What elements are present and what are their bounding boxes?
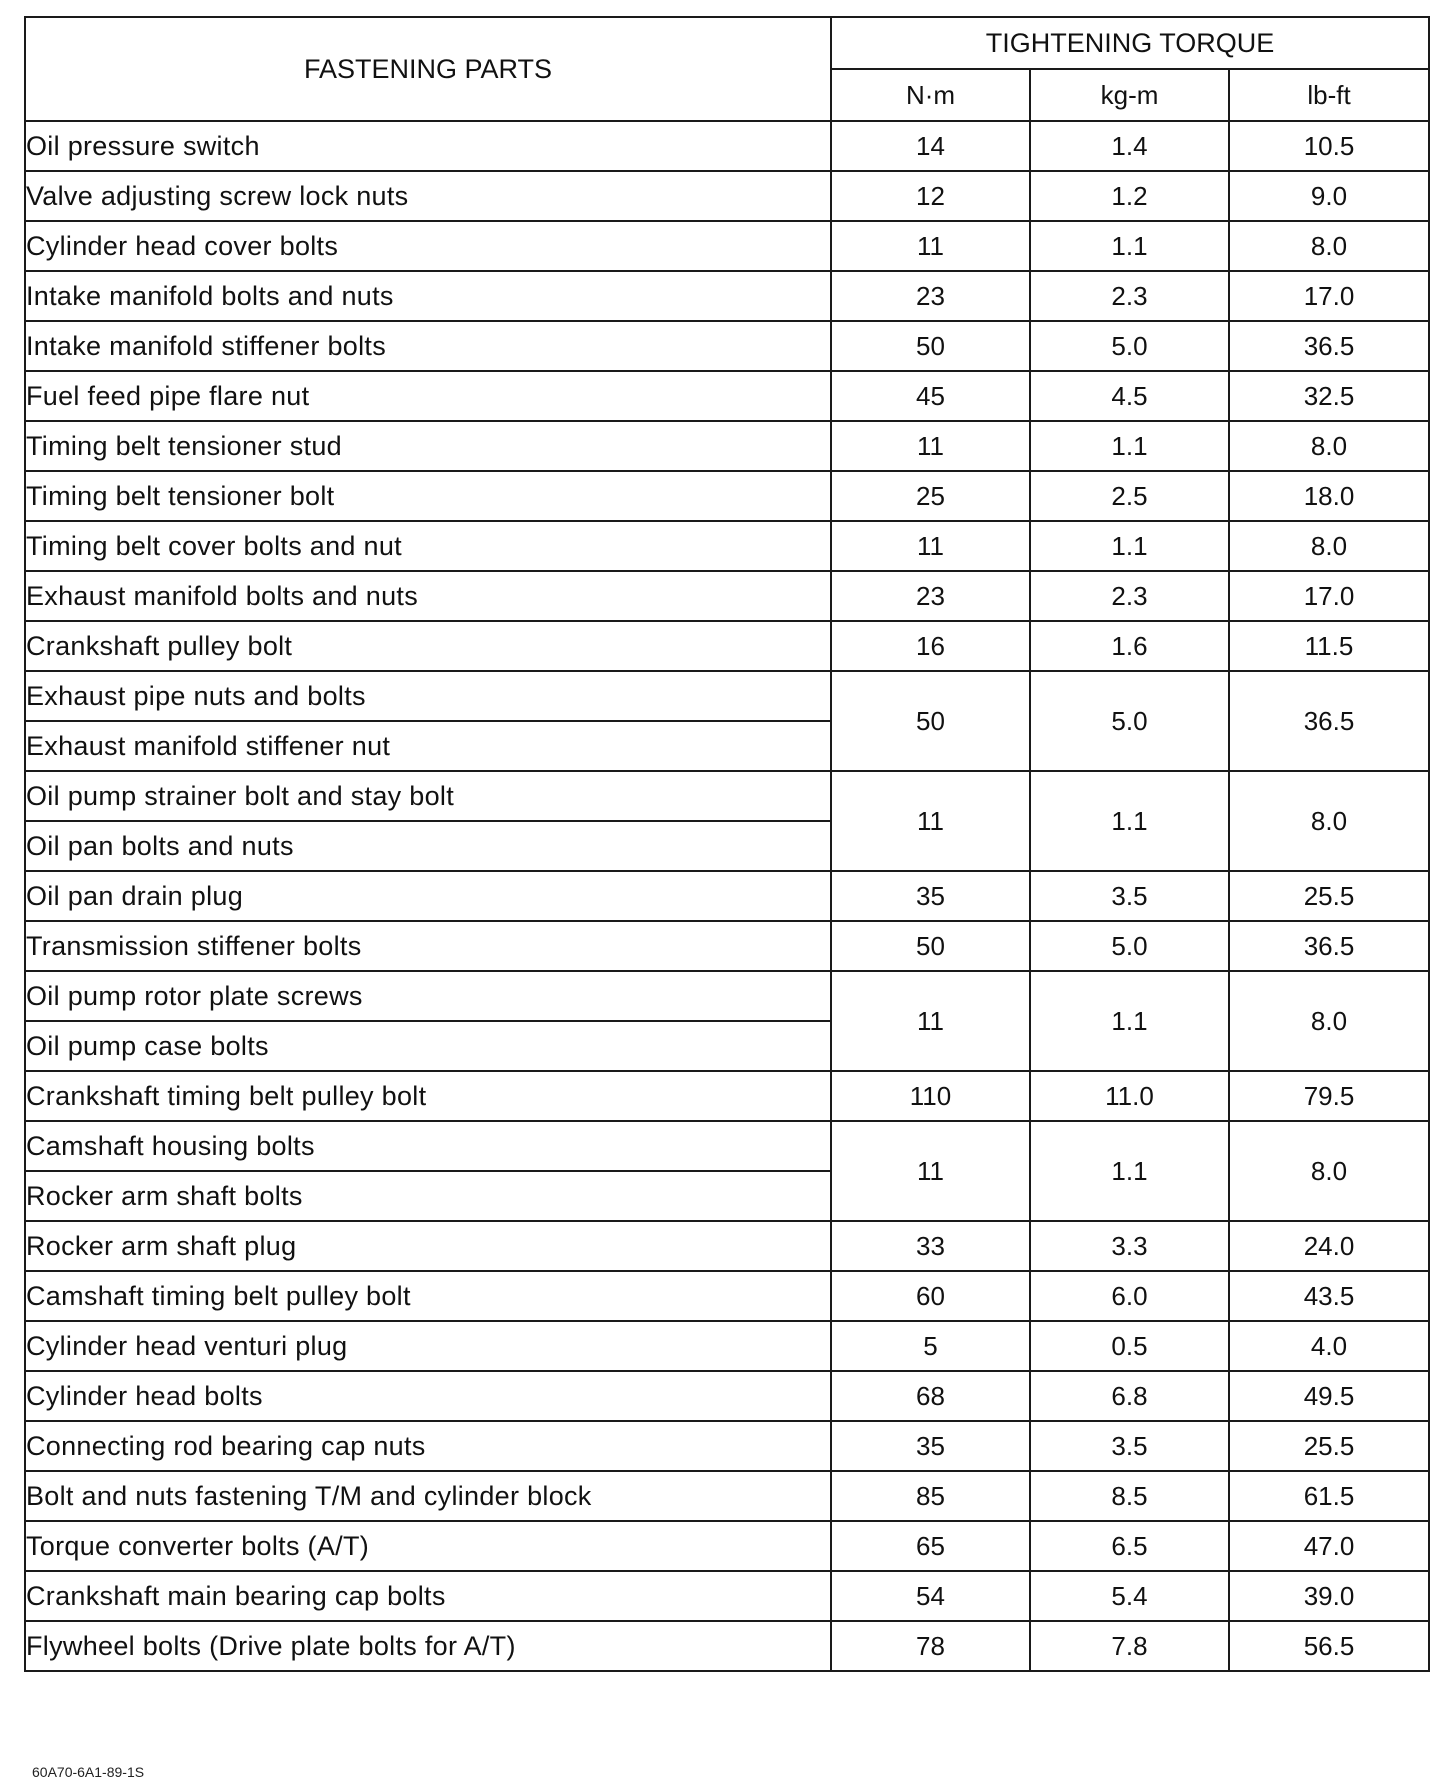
torque-nm-cell: 65 bbox=[831, 1521, 1030, 1571]
fastening-part-cell: Exhaust pipe nuts and bolts bbox=[25, 671, 831, 721]
fastening-part-cell: Torque converter bolts (A/T) bbox=[25, 1521, 831, 1571]
fastening-part-cell: Rocker arm shaft bolts bbox=[25, 1171, 831, 1221]
torque-table bbox=[24, 16, 1430, 1672]
torque-kgm-cell: 2.3 bbox=[1030, 271, 1229, 321]
torque-kgm-cell: 2.5 bbox=[1030, 471, 1229, 521]
torque-nm-cell: 16 bbox=[831, 621, 1030, 671]
fastening-part-cell: Intake manifold bolts and nuts bbox=[25, 271, 831, 321]
table-row bbox=[25, 621, 1429, 671]
torque-kgm-cell: 3.5 bbox=[1030, 1421, 1229, 1471]
fastening-part-cell: Transmission stiffener bolts bbox=[25, 921, 831, 971]
torque-lbft-cell: 43.5 bbox=[1229, 1271, 1429, 1321]
fastening-part-cell: Oil pan drain plug bbox=[25, 871, 831, 921]
torque-nm-cell: 85 bbox=[831, 1471, 1030, 1521]
torque-lbft-cell: 17.0 bbox=[1229, 271, 1429, 321]
table-row bbox=[25, 1521, 1429, 1571]
torque-lbft-cell: 11.5 bbox=[1229, 621, 1429, 671]
torque-kgm-cell: 5.4 bbox=[1030, 1571, 1229, 1621]
fastening-part-cell: Exhaust manifold stiffener nut bbox=[25, 721, 831, 771]
torque-lbft-cell: 10.5 bbox=[1229, 121, 1429, 171]
torque-kgm-cell: 1.1 bbox=[1030, 971, 1229, 1071]
torque-nm-cell: 68 bbox=[831, 1371, 1030, 1421]
fastening-part-cell: Timing belt cover bolts and nut bbox=[25, 521, 831, 571]
torque-kgm-cell: 1.1 bbox=[1030, 521, 1229, 571]
torque-lbft-cell: 32.5 bbox=[1229, 371, 1429, 421]
table-row bbox=[25, 1421, 1429, 1471]
table-row bbox=[25, 971, 1429, 1021]
fastening-part-cell: Valve adjusting screw lock nuts bbox=[25, 171, 831, 221]
torque-nm-cell: 23 bbox=[831, 271, 1030, 321]
table-row bbox=[25, 1321, 1429, 1371]
table-row bbox=[25, 1371, 1429, 1421]
torque-lbft-cell: 8.0 bbox=[1229, 971, 1429, 1071]
torque-lbft-cell: 25.5 bbox=[1229, 1421, 1429, 1471]
fastening-part-cell: Flywheel bolts (Drive plate bolts for A/T) bbox=[25, 1621, 831, 1671]
torque-lbft-cell: 36.5 bbox=[1229, 321, 1429, 371]
torque-lbft-cell: 18.0 bbox=[1229, 471, 1429, 521]
torque-kgm-cell: 6.0 bbox=[1030, 1271, 1229, 1321]
torque-kgm-cell: 6.5 bbox=[1030, 1521, 1229, 1571]
torque-lbft-cell: 8.0 bbox=[1229, 421, 1429, 471]
table-row bbox=[25, 1221, 1429, 1271]
fastening-part-cell: Cylinder head cover bolts bbox=[25, 221, 831, 271]
torque-lbft-cell: 8.0 bbox=[1229, 521, 1429, 571]
torque-lbft-cell: 36.5 bbox=[1229, 671, 1429, 771]
torque-lbft-cell: 49.5 bbox=[1229, 1371, 1429, 1421]
torque-lbft-cell: 8.0 bbox=[1229, 221, 1429, 271]
torque-kgm-cell: 5.0 bbox=[1030, 671, 1229, 771]
fastening-part-cell: Oil pump strainer bolt and stay bolt bbox=[25, 771, 831, 821]
fastening-part-cell: Fuel feed pipe flare nut bbox=[25, 371, 831, 421]
table-row bbox=[25, 871, 1429, 921]
fastening-part-cell: Crankshaft timing belt pulley bolt bbox=[25, 1071, 831, 1121]
torque-lbft-cell: 17.0 bbox=[1229, 571, 1429, 621]
table-row bbox=[25, 1471, 1429, 1521]
table-row bbox=[25, 1571, 1429, 1621]
fastening-part-cell: Cylinder head venturi plug bbox=[25, 1321, 831, 1371]
fastening-part-cell: Timing belt tensioner bolt bbox=[25, 471, 831, 521]
fastening-part-cell: Crankshaft pulley bolt bbox=[25, 621, 831, 671]
torque-kgm-cell: 5.0 bbox=[1030, 321, 1229, 371]
torque-kgm-cell: 3.3 bbox=[1030, 1221, 1229, 1271]
torque-nm-cell: 78 bbox=[831, 1621, 1030, 1671]
torque-kgm-cell: 1.1 bbox=[1030, 771, 1229, 871]
fastening-part-cell: Bolt and nuts fastening T/M and cylinder block bbox=[25, 1471, 831, 1521]
table-header bbox=[25, 17, 1429, 121]
table-row bbox=[25, 921, 1429, 971]
torque-nm-cell: 60 bbox=[831, 1271, 1030, 1321]
table-row bbox=[25, 521, 1429, 571]
torque-kgm-cell: 1.1 bbox=[1030, 221, 1229, 271]
torque-kgm-cell: 2.3 bbox=[1030, 571, 1229, 621]
unit-header-nm: N·m bbox=[831, 69, 1030, 121]
table-row bbox=[25, 171, 1429, 221]
torque-nm-cell: 45 bbox=[831, 371, 1030, 421]
torque-nm-cell: 14 bbox=[831, 121, 1030, 171]
torque-kgm-cell: 1.6 bbox=[1030, 621, 1229, 671]
fastening-part-cell: Exhaust manifold bolts and nuts bbox=[25, 571, 831, 621]
torque-kgm-cell: 7.8 bbox=[1030, 1621, 1229, 1671]
fastening-parts-header: FASTENING PARTS bbox=[25, 17, 831, 121]
table-row bbox=[25, 771, 1429, 821]
table-row bbox=[25, 1121, 1429, 1171]
torque-lbft-cell: 36.5 bbox=[1229, 921, 1429, 971]
table-row bbox=[25, 421, 1429, 471]
fastening-part-cell: Oil pump case bolts bbox=[25, 1021, 831, 1071]
table-body bbox=[25, 121, 1429, 1671]
fastening-part-cell: Crankshaft main bearing cap bolts bbox=[25, 1571, 831, 1621]
torque-kgm-cell: 1.2 bbox=[1030, 171, 1229, 221]
fastening-part-cell: Timing belt tensioner stud bbox=[25, 421, 831, 471]
table-row bbox=[25, 1271, 1429, 1321]
fastening-part-cell: Oil pan bolts and nuts bbox=[25, 821, 831, 871]
torque-nm-cell: 5 bbox=[831, 1321, 1030, 1371]
torque-lbft-cell: 25.5 bbox=[1229, 871, 1429, 921]
unit-header-kgm: kg-m bbox=[1030, 69, 1229, 121]
torque-lbft-cell: 9.0 bbox=[1229, 171, 1429, 221]
torque-lbft-cell: 8.0 bbox=[1229, 1121, 1429, 1221]
torque-kgm-cell: 0.5 bbox=[1030, 1321, 1229, 1371]
table-row bbox=[25, 371, 1429, 421]
table-row bbox=[25, 571, 1429, 621]
fastening-part-cell: Camshaft housing bolts bbox=[25, 1121, 831, 1171]
torque-lbft-cell: 39.0 bbox=[1229, 1571, 1429, 1621]
fastening-part-cell: Oil pump rotor plate screws bbox=[25, 971, 831, 1021]
fastening-part-cell: Oil pressure switch bbox=[25, 121, 831, 171]
table-row bbox=[25, 671, 1429, 721]
fastening-part-cell: Cylinder head bolts bbox=[25, 1371, 831, 1421]
torque-nm-cell: 12 bbox=[831, 171, 1030, 221]
torque-kgm-cell: 1.1 bbox=[1030, 1121, 1229, 1221]
torque-lbft-cell: 8.0 bbox=[1229, 771, 1429, 871]
tightening-torque-header: TIGHTENING TORQUE bbox=[831, 17, 1429, 69]
fastening-part-cell: Rocker arm shaft plug bbox=[25, 1221, 831, 1271]
table-row bbox=[25, 321, 1429, 371]
table-row bbox=[25, 271, 1429, 321]
table-row bbox=[25, 1071, 1429, 1121]
torque-nm-cell: 35 bbox=[831, 871, 1030, 921]
torque-kgm-cell: 8.5 bbox=[1030, 1471, 1229, 1521]
torque-nm-cell: 11 bbox=[831, 1121, 1030, 1221]
torque-kgm-cell: 1.1 bbox=[1030, 421, 1229, 471]
torque-lbft-cell: 24.0 bbox=[1229, 1221, 1429, 1271]
torque-lbft-cell: 56.5 bbox=[1229, 1621, 1429, 1671]
torque-nm-cell: 23 bbox=[831, 571, 1030, 621]
torque-kgm-cell: 11.0 bbox=[1030, 1071, 1229, 1121]
unit-header-lbft: lb-ft bbox=[1229, 69, 1429, 121]
torque-kgm-cell: 3.5 bbox=[1030, 871, 1229, 921]
torque-kgm-cell: 5.0 bbox=[1030, 921, 1229, 971]
torque-nm-cell: 35 bbox=[831, 1421, 1030, 1471]
document-code: 60A70-6A1-89-1S bbox=[32, 1764, 145, 1780]
torque-nm-cell: 54 bbox=[831, 1571, 1030, 1621]
torque-lbft-cell: 61.5 bbox=[1229, 1471, 1429, 1521]
torque-lbft-cell: 79.5 bbox=[1229, 1071, 1429, 1121]
torque-nm-cell: 11 bbox=[831, 771, 1030, 871]
torque-nm-cell: 33 bbox=[831, 1221, 1030, 1271]
torque-nm-cell: 50 bbox=[831, 921, 1030, 971]
torque-kgm-cell: 1.4 bbox=[1030, 121, 1229, 171]
fastening-part-cell: Camshaft timing belt pulley bolt bbox=[25, 1271, 831, 1321]
torque-nm-cell: 11 bbox=[831, 421, 1030, 471]
torque-nm-cell: 25 bbox=[831, 471, 1030, 521]
table-row bbox=[25, 1621, 1429, 1671]
fastening-part-cell: Intake manifold stiffener bolts bbox=[25, 321, 831, 371]
fastening-part-cell: Connecting rod bearing cap nuts bbox=[25, 1421, 831, 1471]
torque-nm-cell: 110 bbox=[831, 1071, 1030, 1121]
torque-nm-cell: 11 bbox=[831, 221, 1030, 271]
torque-kgm-cell: 6.8 bbox=[1030, 1371, 1229, 1421]
table-row bbox=[25, 121, 1429, 171]
torque-nm-cell: 50 bbox=[831, 321, 1030, 371]
torque-lbft-cell: 4.0 bbox=[1229, 1321, 1429, 1371]
torque-nm-cell: 11 bbox=[831, 521, 1030, 571]
torque-nm-cell: 11 bbox=[831, 971, 1030, 1071]
torque-nm-cell: 50 bbox=[831, 671, 1030, 771]
torque-kgm-cell: 4.5 bbox=[1030, 371, 1229, 421]
table-row bbox=[25, 471, 1429, 521]
table-row bbox=[25, 221, 1429, 271]
torque-lbft-cell: 47.0 bbox=[1229, 1521, 1429, 1571]
